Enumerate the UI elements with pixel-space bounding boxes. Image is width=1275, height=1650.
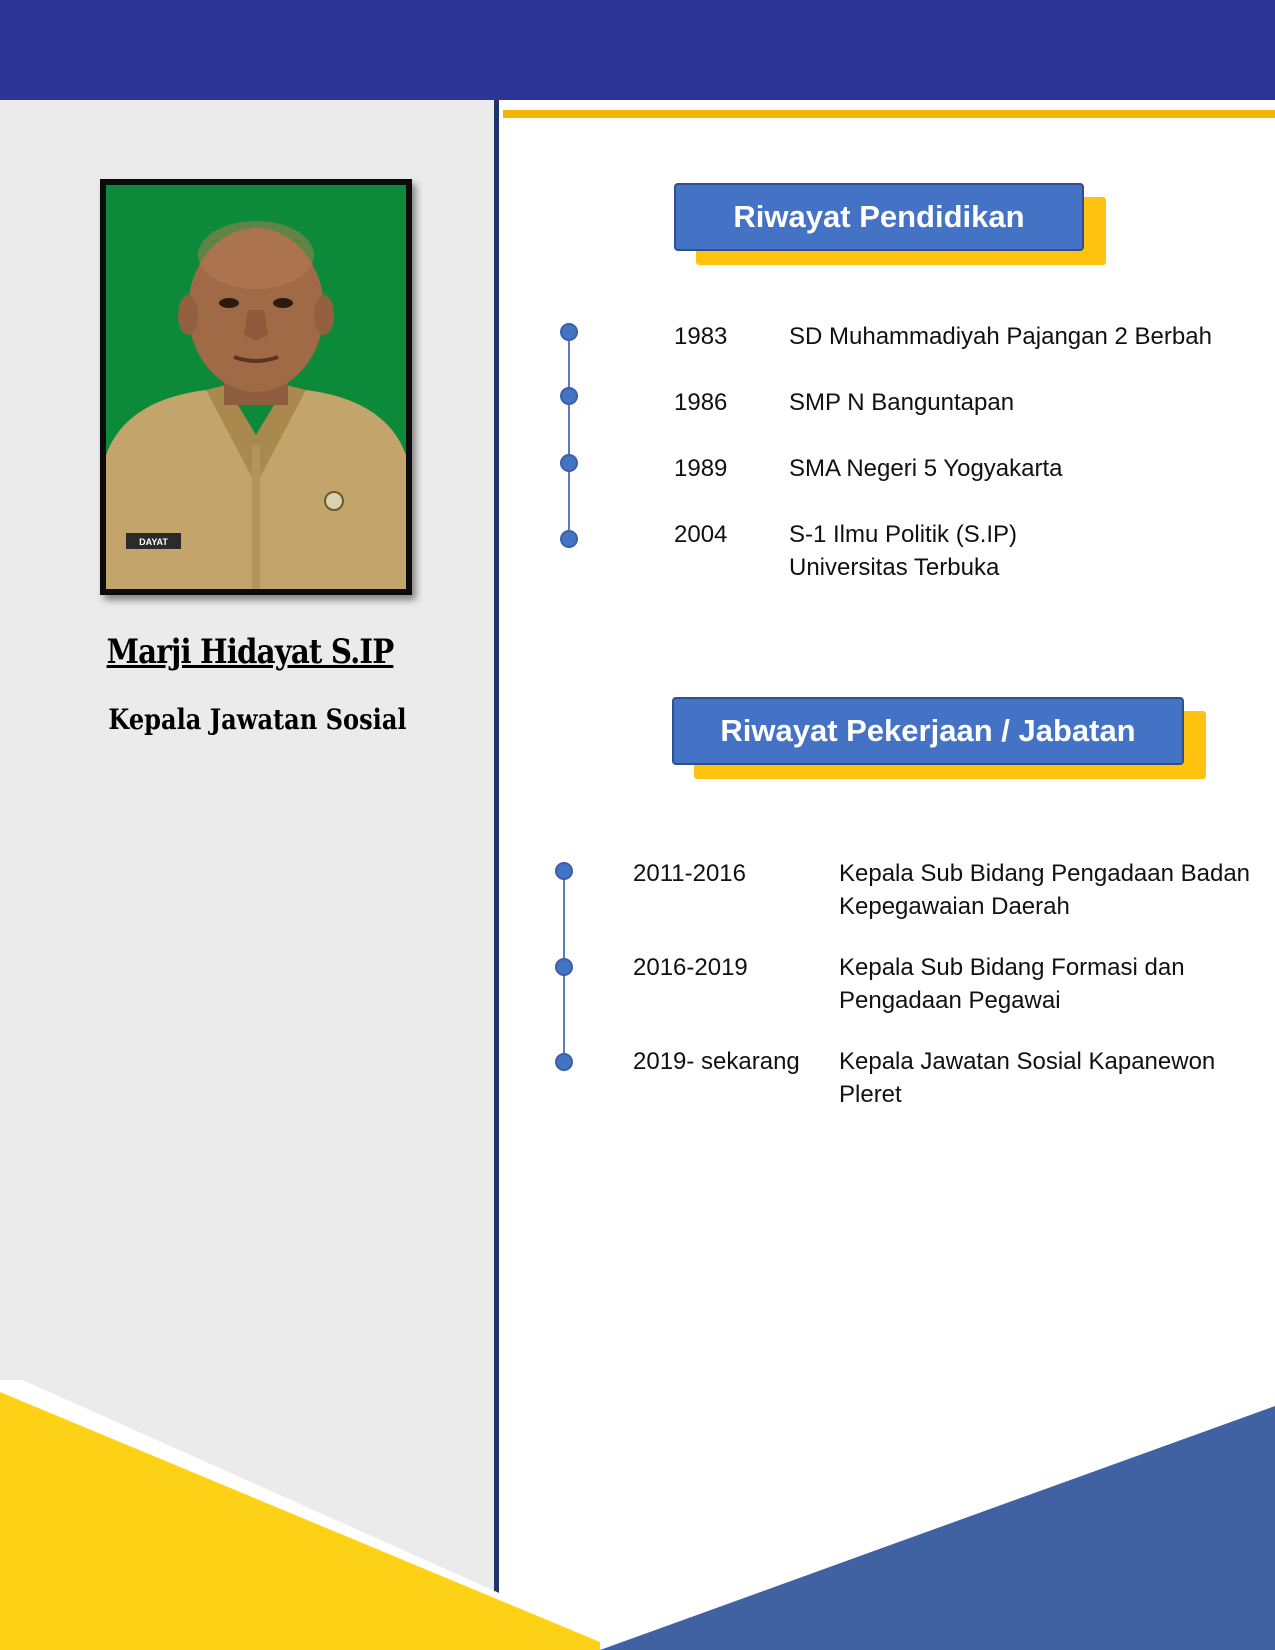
- education-school-line: SD Muhammadiyah Pajangan 2 Berbah: [789, 323, 1212, 350]
- timeline-dot: [555, 862, 573, 880]
- career-position-line: Kepala Sub Bidang Pengadaan Badan: [839, 860, 1251, 887]
- profile-photo-frame: [100, 179, 412, 595]
- career-position: [839, 857, 1250, 923]
- vertical-divider: [494, 100, 499, 1595]
- top-accent-line: [503, 110, 1275, 118]
- career-title: Riwayat Pekerjaan / Jabatan: [672, 697, 1184, 765]
- person-name: Marji Hidayat S.IP: [106, 632, 394, 672]
- education-year: 2004: [674, 521, 728, 548]
- education-timeline-line: [568, 333, 570, 540]
- education-year: 1986: [674, 389, 728, 416]
- timeline-dot: [560, 387, 578, 405]
- bottom-yellow-wedge: [0, 1392, 600, 1650]
- career-position-line: Kepegawaian Daerah: [839, 893, 1070, 920]
- profile-photo: [106, 185, 406, 589]
- career-position: [839, 1045, 1215, 1111]
- education-school-line: Universitas Terbuka: [789, 554, 1000, 581]
- career-position-line: Pleret: [839, 1081, 902, 1108]
- career-position-line: Pengadaan Pegawai: [839, 987, 1061, 1014]
- education-school: [789, 386, 1014, 419]
- education-section-header: [674, 183, 1084, 251]
- education-school: [789, 518, 1017, 584]
- education-school-line: SMP N Banguntapan: [789, 389, 1015, 416]
- person-portrait: [106, 185, 406, 589]
- timeline-dot: [560, 323, 578, 341]
- education-school: [789, 320, 1212, 353]
- timeline-dot: [560, 530, 578, 548]
- top-banner: [0, 0, 1275, 100]
- career-position-line: Kepala Sub Bidang Formasi dan: [839, 954, 1185, 981]
- uniform-nametag: DAYAT: [139, 537, 168, 547]
- bottom-blue-wedge: [600, 1406, 1275, 1650]
- timeline-dot: [555, 1053, 573, 1071]
- career-period: 2011-2016: [633, 860, 746, 887]
- career-period: 2016-2019: [633, 954, 748, 981]
- timeline-dot: [560, 454, 578, 472]
- education-title: Riwayat Pendidikan: [674, 183, 1084, 251]
- education-year: 1989: [674, 455, 728, 482]
- career-period: 2019- sekarang: [633, 1048, 800, 1075]
- career-section-header: [672, 697, 1184, 765]
- education-school: [789, 452, 1063, 485]
- education-school-line: S-1 Ilmu Politik (S.IP): [789, 521, 1018, 548]
- timeline-dot: [555, 958, 573, 976]
- education-year: 1983: [674, 323, 728, 350]
- career-position-line: Kepala Jawatan Sosial Kapanewon: [839, 1048, 1216, 1075]
- bottom-decoration: [0, 1380, 1275, 1650]
- career-position: [839, 951, 1185, 1017]
- person-position: Kepala Jawatan Sosial: [108, 703, 407, 736]
- education-school-line: SMA Negeri 5 Yogyakarta: [789, 455, 1063, 482]
